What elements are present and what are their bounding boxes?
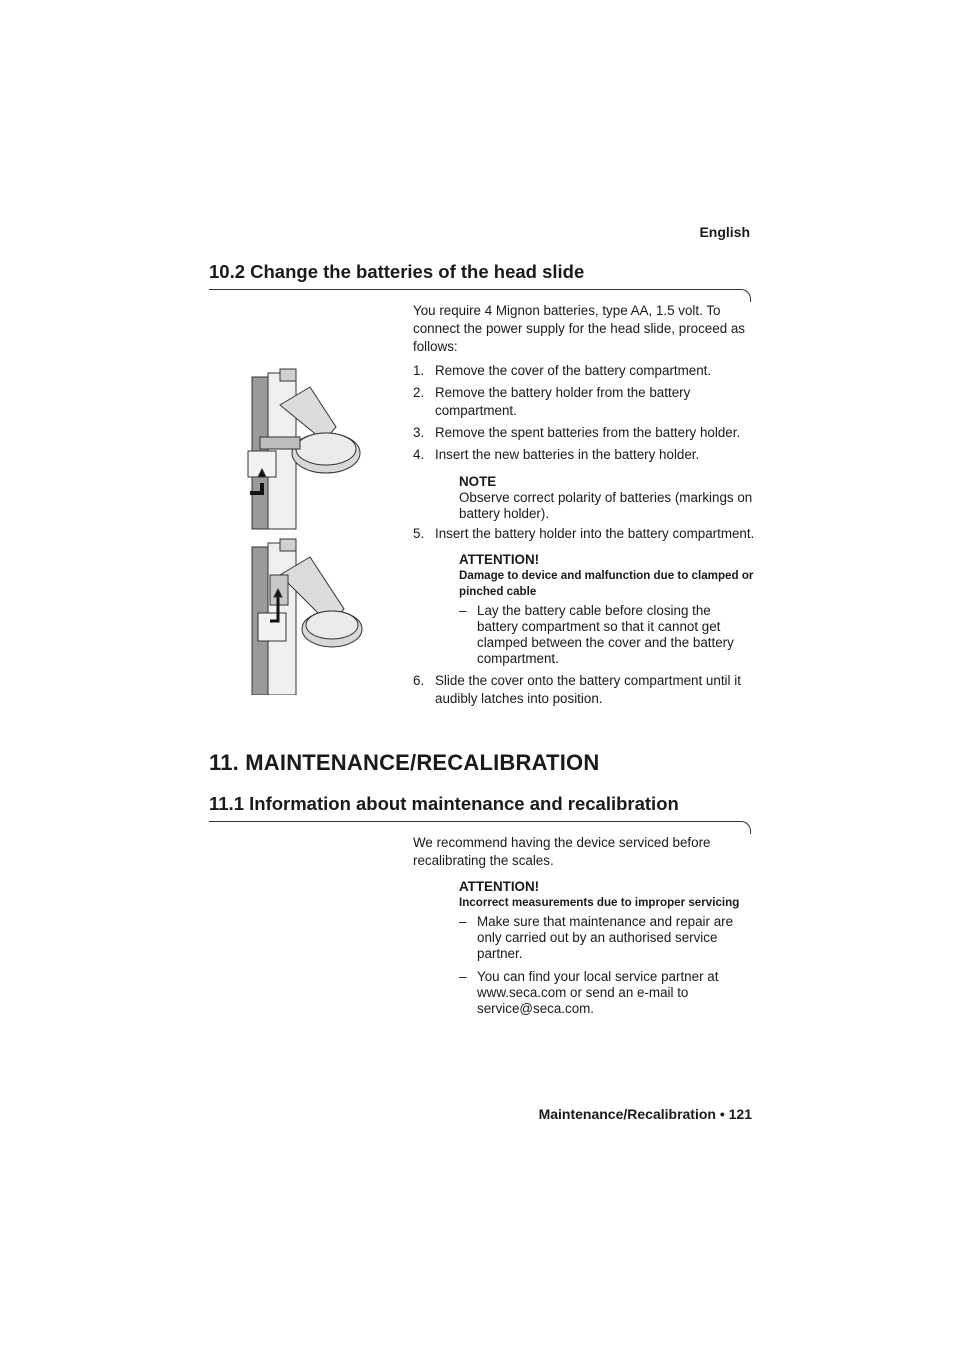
head-slide-figure-2 xyxy=(252,539,362,695)
list-item: 3. Remove the spent batteries from the battery holder. xyxy=(413,425,741,440)
list-item: 5. Insert the battery holder into the battery compartment. xyxy=(413,526,755,541)
section-title-11-1: 11.1 Information about maintenance and recalibration xyxy=(209,793,679,814)
list-item: 4. Insert the new batteries in the battery holder. xyxy=(413,447,700,462)
steps-list-continued xyxy=(413,525,758,543)
list-item: – You can find your local service partner at www.seca.com or send an e-mail to service@seca.com. xyxy=(459,969,719,1016)
dash-bullet: – xyxy=(459,969,467,984)
note-box xyxy=(459,474,755,522)
steps-list-final xyxy=(413,672,758,708)
intro-paragraph: You require 4 Mignon batteries, type AA, 1.5 volt. To connect the power supply for the head slide, proceed as follows: xyxy=(413,303,746,354)
section-11-1-body xyxy=(413,834,753,1017)
note-title: NOTE xyxy=(459,474,497,489)
attention-subtitle: Incorrect measurements due to improper servicing xyxy=(459,896,740,909)
steps-list xyxy=(413,362,758,464)
list-item: 1. Remove the cover of the battery compartment. xyxy=(413,363,712,378)
list-item: – Lay the battery cable before closing the battery compartment so that it cannot get clamped between the cover and the battery compartment. xyxy=(459,603,734,666)
note-text: Observe correct polarity of batteries (markings on battery holder). xyxy=(459,490,753,521)
attention-box xyxy=(459,552,755,667)
page-footer: Maintenance/Recalibration • 121 xyxy=(538,1106,752,1122)
section-10-2-body xyxy=(413,302,758,708)
section-rule xyxy=(209,821,751,834)
language-label: English xyxy=(699,224,750,240)
dash-bullet: – xyxy=(459,603,467,618)
dash-bullet: – xyxy=(459,914,467,929)
attention-subtitle: Damage to device and malfunction due to clamped or pinched cable xyxy=(459,569,754,598)
head-slide-battery-illustration xyxy=(240,365,365,695)
attention-title: ATTENTION! xyxy=(459,879,540,894)
list-item: 2. Remove the battery holder from the battery compartment. xyxy=(413,385,691,418)
head-slide-figure-1 xyxy=(248,369,360,529)
chapter-title: 11. MAINTENANCE/RECALIBRATION xyxy=(209,750,600,775)
attention-title: ATTENTION! xyxy=(459,552,540,567)
list-item: 6. Slide the cover onto the battery compartment until it audibly latches into position. xyxy=(413,673,741,706)
intro-paragraph: We recommend having the device serviced before recalibrating the scales. xyxy=(413,835,711,868)
attention-box xyxy=(459,879,751,1017)
list-item: – Make sure that maintenance and repair are only carried out by an authorised service partner. xyxy=(459,914,734,961)
section-rule xyxy=(209,289,751,302)
section-title-10-2: 10.2 Change the batteries of the head slide xyxy=(209,261,585,282)
